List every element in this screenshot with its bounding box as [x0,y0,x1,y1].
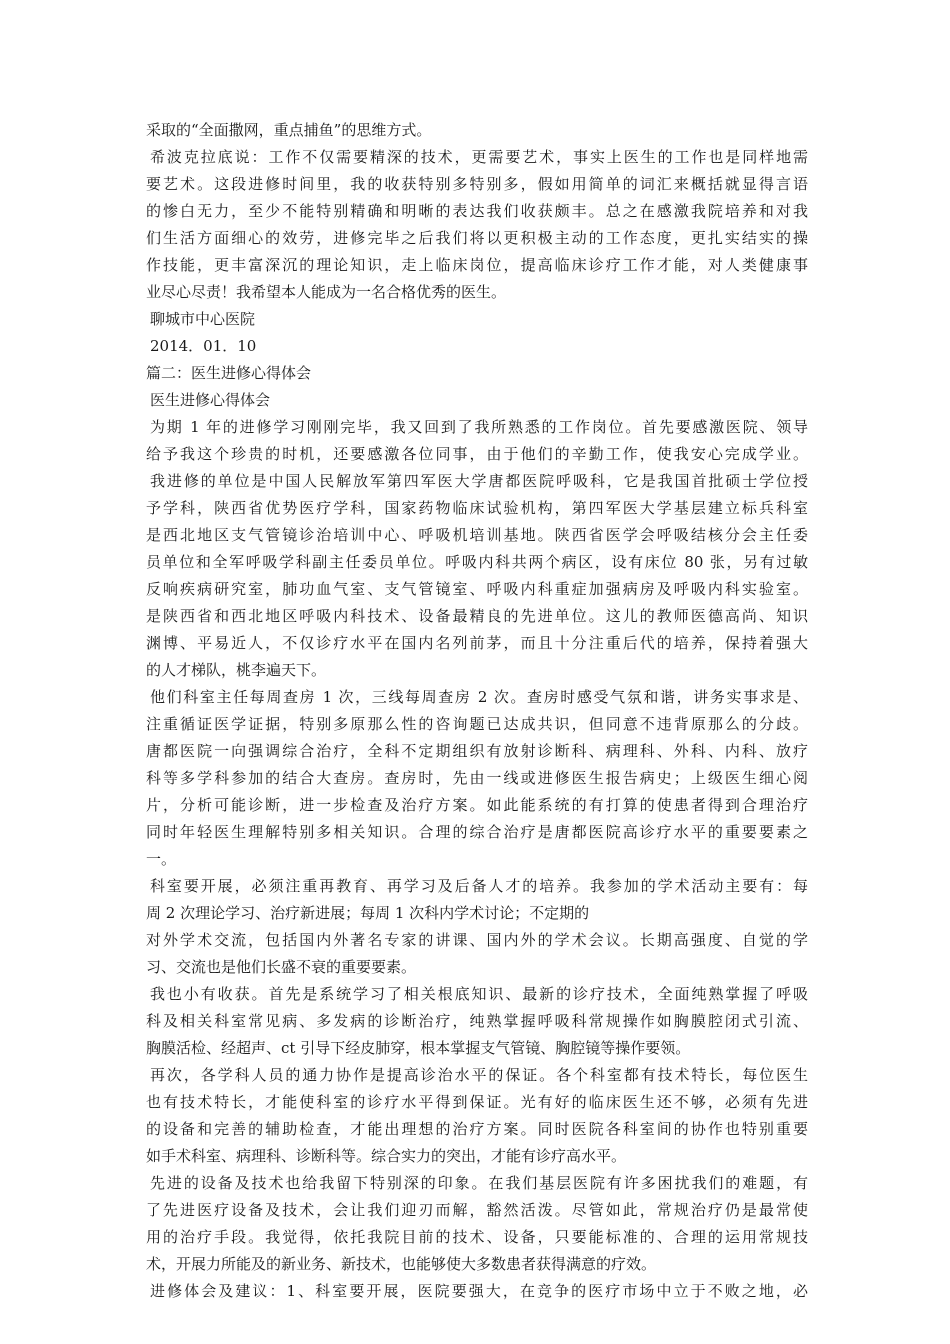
text-line: 我也小有收获。首先是系统学习了相关根底知识、最新的诊疗技术，全面纯熟掌握了呼吸 [150,985,808,1003]
text-line: 我进修的单位是中国人民解放军第四军医大学唐都医院呼吸科，它是我国首批硕士学位授 [150,472,808,490]
text-line: 要艺术。这段进修时间里，我的收获特别多特别多，假如用简单的词汇来概括就显得言语 [146,175,808,193]
text-line: 再次，各学科人员的通力协作是提高诊治水平的保证。各个科室都有技术特长，每位医生 [150,1066,808,1084]
text-line: 术，开展力所能及的新业务、新技术，也能够使大多数患者获得满意的疗效。 [146,1255,657,1273]
text-line: 是陕西省和西北地区呼吸内科技术、设备最精良的先进单位。这儿的教师医德高尚、知识 [146,607,808,625]
text-line: 希波克拉底说：工作不仅需要精深的技术，更需要艺术，事实上医生的工作也是同样地需 [150,148,808,166]
text-line: 为期 1 年的进修学习刚刚完毕，我又回到了我所熟悉的工作岗位。首先要感激医院、领导 [150,418,808,436]
text-line: 用的治疗手段。我觉得，依托我院目前的技术、设备，只要能标准的、合理的运用常规技 [146,1228,808,1246]
text-line: 渊博、平易近人，不仅诊疗水平在国内名列前茅，而且十分注重后代的培养，保持着强大 [146,634,808,652]
text-line: 们生活方面细心的效劳，进修完毕之后我们将以更积极主动的工作态度，更扎实结实的操 [146,229,808,247]
text-line: 片，分析可能诊断，进一步检查及治疗方案。如此能系统的有打算的使患者得到合理治疗 [146,796,808,814]
text-line: 科及相关科室常见病、多发病的诊断治疗，纯熟掌握呼吸科常规操作如胸膜腔闭式引流、 [146,1012,808,1030]
text-line: 的人才梯队，桃李遍天下。 [146,661,327,679]
text-line: 是西北地区支气管镜诊治培训中心、呼吸机培训基地。陕西省医学会呼吸结核分会主任委 [146,526,808,544]
document-body [146,117,808,1305]
text-line: 先进的设备及技术也给我留下特别深的印象。在我们基层医院有许多困扰我们的难题，有 [150,1174,808,1192]
text-line: 如手术科室、病理科、诊断科等。综合实力的突出，才能有诊疗高水平。 [146,1147,627,1165]
text-line: 给予我这个珍贵的时机，还要感激各位同事，由于他们的辛勤工作，使我安心完成学业。 [146,445,808,463]
text-line: 聊城市中心医院 [150,310,256,328]
text-line: 对外学术交流，包括国内外著名专家的讲课、国内外的学术会议。长期高强度、自觉的学 [146,931,808,949]
text-line: 唐都医院一向强调综合治疗，全科不定期组织有放射诊断科、病理科、外科、内科、放疗 [146,742,808,760]
text-line: 2014．01．10 [150,337,257,355]
text-line: 业尽心尽责！我希望本人能成为一名合格优秀的医生。 [146,283,507,301]
text-line: 的惨白无力，至少不能特别精确和明晰的表达我们收获颇丰。总之在感激我院培养和对我 [146,202,808,220]
text-line: 进修体会及建议：1、科室要开展，医院要强大，在竞争的医疗市场中立于不败之地，必 [150,1282,808,1300]
text-line: 科等多学科参加的结合大查房。查房时，先由一线或进修医生报告病史；上级医生细心阅 [146,769,808,787]
text-line: 反响疾病研究室，肺功血气室、支气管镜室、呼吸内科重症加强病房及呼吸内科实验室。 [146,580,808,598]
text-line: 一。 [146,850,177,868]
text-line: 习、交流也是他们长盛不衰的重要要素。 [146,958,417,976]
text-line: 作技能，更丰富深沉的理论知识，走上临床岗位，提高临床诊疗工作才能，对人类健康事 [146,256,808,274]
text-line: 周 2 次理论学习、治疗新进展；每周 1 次科内学术讨论；不定期的 [146,904,590,922]
text-line: 采取的“全面撒网，重点捕鱼”的思维方式。 [146,121,432,139]
text-line: 同时年轻医生理解特别多相关知识。合理的综合治疗是唐都医院高诊疗水平的重要要素之 [146,823,808,841]
text-line: 予学科，陕西省优势医疗学科，国家药物临床试验机构，第四军医大学基层建立标兵科室 [146,499,808,517]
text-line: 篇二：医生进修心得体会 [146,364,312,382]
text-line: 他们科室主任每周查房 1 次，三线每周查房 2 次。查房时感受气氛和谐，讲务实事求是、 [150,688,808,706]
text-line: 也有技术特长，才能使科室的诊疗水平得到保证。光有好的临床医生还不够，必须有先进 [146,1093,808,1111]
text-line: 胸膜活检、经超声、ct 引导下经皮肺穿，根本掌握支气管镜、胸腔镜等操作要领。 [146,1039,691,1057]
text-line: 注重循证医学证据，特别多原那么性的咨询题已达成共识，但同意不违背原那么的分歧。 [146,715,808,733]
text-line: 医生进修心得体会 [150,391,271,409]
text-line: 员单位和全军呼吸学科副主任委员单位。呼吸内科共两个病区，设有床位 80 张，另有过敏 [146,553,808,571]
text-line: 了先进医疗设备及技术，会让我们迎刃而解，豁然活泼。尽管如此，常规治疗仍是最常使 [146,1201,808,1219]
text-line: 科室要开展，必须注重再教育、再学习及后备人才的培养。我参加的学术活动主要有：每 [150,877,808,895]
text-line: 的设备和完善的辅助检查，才能出理想的治疗方案。同时医院各科室间的协作也特别重要 [146,1120,808,1138]
